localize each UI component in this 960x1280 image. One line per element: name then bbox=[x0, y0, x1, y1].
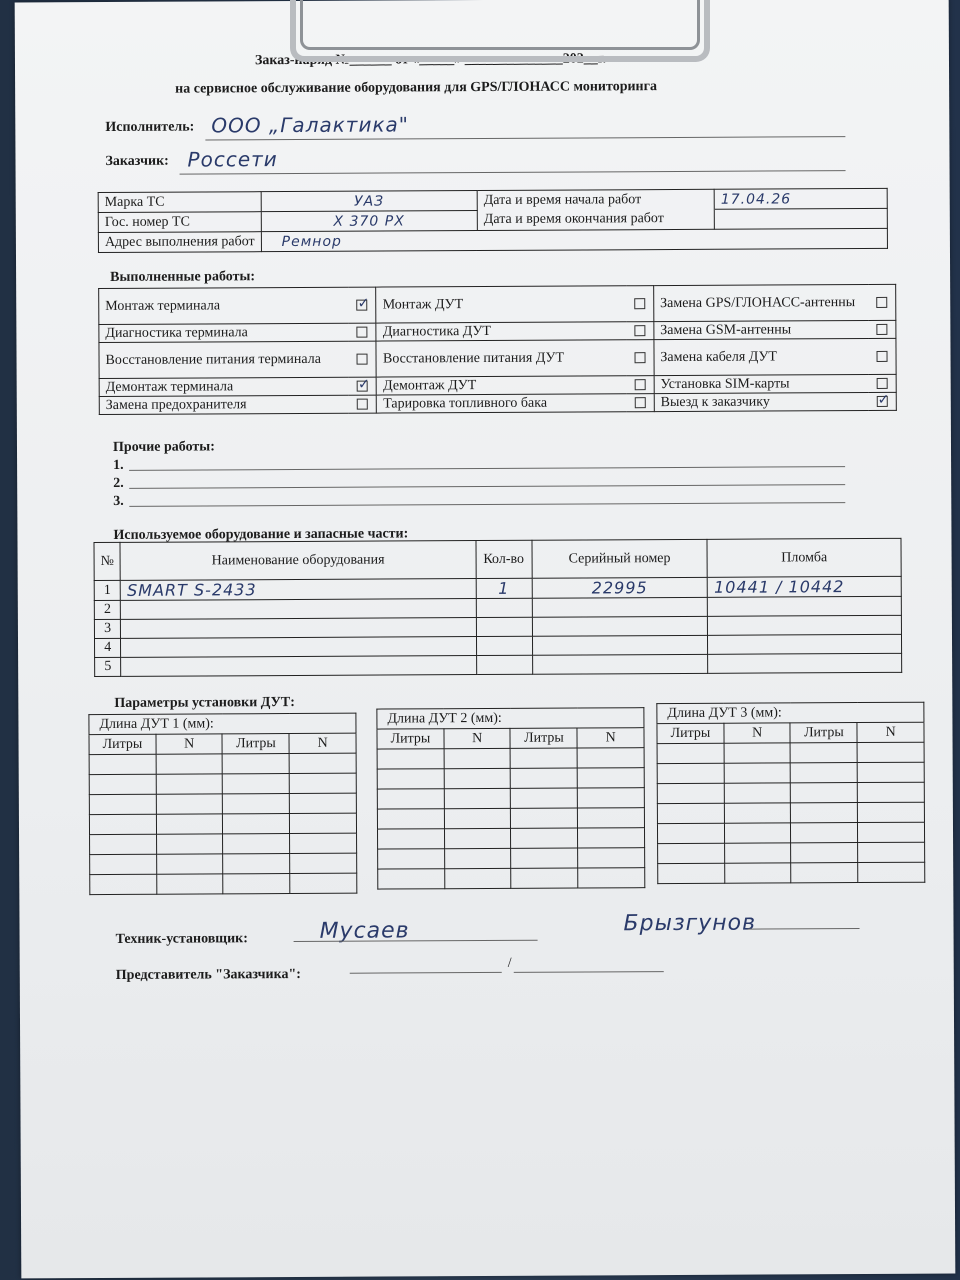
rep-line-1[interactable] bbox=[350, 972, 502, 974]
dut-cell[interactable] bbox=[858, 862, 925, 882]
other-line-1[interactable] bbox=[129, 466, 845, 471]
dut-cell[interactable] bbox=[858, 822, 925, 842]
equipment-cell-seal[interactable] bbox=[708, 634, 902, 654]
dut-cell[interactable] bbox=[377, 829, 444, 849]
work-checkbox[interactable] bbox=[877, 396, 888, 407]
dut-cell[interactable] bbox=[511, 748, 578, 768]
brand-value[interactable]: УАЗ bbox=[261, 191, 477, 212]
equipment-cell-qty[interactable] bbox=[476, 617, 532, 636]
dut-cell[interactable] bbox=[290, 793, 357, 813]
dut-cell[interactable] bbox=[156, 754, 223, 774]
equipment-cell-no: 3 bbox=[94, 619, 120, 638]
dut-cell[interactable] bbox=[724, 823, 791, 843]
equipment-cell-seal[interactable]: 10441 / 10442 bbox=[708, 576, 902, 597]
work-checkbox[interactable] bbox=[634, 298, 645, 309]
dut-cell[interactable] bbox=[791, 843, 858, 863]
work-checkbox[interactable] bbox=[634, 325, 645, 336]
executor-value[interactable]: ООО „Галактика" bbox=[211, 112, 410, 138]
dut-cell[interactable] bbox=[223, 874, 290, 894]
brand-label: Марка ТС bbox=[98, 192, 261, 213]
work-checkbox[interactable] bbox=[876, 351, 887, 362]
equipment-cell-qty[interactable] bbox=[476, 655, 532, 674]
dut-cell[interactable] bbox=[577, 748, 644, 768]
equipment-cell-no: 4 bbox=[94, 638, 120, 657]
rep-label: Представитель "Заказчика": bbox=[115, 966, 301, 983]
dut-cell[interactable] bbox=[89, 754, 156, 774]
dut-cell[interactable] bbox=[511, 808, 578, 828]
work-checkbox[interactable] bbox=[357, 398, 368, 409]
dut-cell[interactable] bbox=[858, 782, 925, 802]
other-line-2[interactable] bbox=[129, 484, 845, 489]
customer-value[interactable]: Россети bbox=[187, 147, 278, 172]
executor-label: Исполнитель: bbox=[105, 119, 195, 135]
dut-length-label: Длина ДУТ 2 (мм): bbox=[377, 708, 644, 729]
dut-col-n: N bbox=[577, 728, 644, 748]
work-checkbox[interactable] bbox=[357, 326, 368, 337]
dut-cell[interactable] bbox=[858, 842, 925, 862]
dut-cell[interactable] bbox=[290, 773, 357, 793]
dut-cell[interactable] bbox=[223, 814, 290, 834]
plate-label: Гос. номер ТС bbox=[98, 212, 261, 233]
dut-cell[interactable] bbox=[791, 783, 858, 803]
dut-cell[interactable] bbox=[377, 809, 444, 829]
order-subtitle: на сервисное обслуживание оборудования для GPS/ГЛОНАСС мониторинга bbox=[175, 79, 657, 97]
dut-cell[interactable] bbox=[156, 854, 223, 874]
dut-cell[interactable] bbox=[578, 808, 645, 828]
dut-col-n: N bbox=[444, 728, 511, 748]
work-label: Демонтаж терминала bbox=[99, 377, 349, 396]
work-checkbox[interactable] bbox=[876, 297, 887, 308]
work-label: Демонтаж ДУТ bbox=[377, 376, 627, 395]
work-checkbox[interactable] bbox=[635, 397, 646, 408]
work-checkbox[interactable] bbox=[357, 380, 368, 391]
other-line-3[interactable] bbox=[129, 502, 845, 507]
table-row bbox=[95, 653, 902, 676]
dut-cell[interactable] bbox=[157, 874, 224, 894]
start-value[interactable]: 17.04.26 bbox=[714, 188, 887, 209]
dut-col-n: N bbox=[724, 723, 791, 743]
dut-cell[interactable] bbox=[377, 789, 444, 809]
work-checkbox[interactable] bbox=[357, 353, 368, 364]
equipment-cell-serial[interactable]: 22995 bbox=[532, 577, 708, 598]
dut-table-1 bbox=[88, 713, 357, 895]
equipment-cell-serial[interactable] bbox=[532, 597, 708, 617]
rep-line-2[interactable] bbox=[514, 971, 664, 973]
dut-col-liters: Литры bbox=[657, 723, 724, 743]
dut-cell[interactable] bbox=[511, 828, 578, 848]
dut-cell[interactable] bbox=[724, 803, 791, 823]
dut-cell[interactable] bbox=[444, 748, 511, 768]
dut-cell[interactable] bbox=[223, 794, 290, 814]
end-value[interactable] bbox=[714, 208, 887, 229]
equipment-cell-seal[interactable] bbox=[708, 615, 902, 635]
dut-cell[interactable] bbox=[858, 802, 925, 822]
dut-table-3 bbox=[656, 702, 925, 884]
dut-cell[interactable] bbox=[90, 874, 157, 894]
dut-cell[interactable] bbox=[511, 868, 578, 888]
dut-cell[interactable] bbox=[445, 868, 512, 888]
equipment-cell-qty[interactable]: 1 bbox=[476, 578, 532, 598]
dut-cell[interactable] bbox=[290, 873, 357, 893]
works-title: Выполненные работы: bbox=[110, 269, 256, 285]
dut-cell[interactable] bbox=[223, 854, 290, 874]
dut-cell[interactable] bbox=[578, 848, 645, 868]
dut-cell[interactable] bbox=[657, 743, 724, 763]
equipment-cell-qty[interactable] bbox=[476, 598, 532, 617]
dut-cell[interactable] bbox=[378, 869, 445, 889]
dut-cell[interactable] bbox=[444, 788, 511, 808]
work-label: Замена GPS/ГЛОНАСС-антенны bbox=[654, 284, 869, 321]
dut-cell[interactable] bbox=[578, 788, 645, 808]
col-serial: Серийный номер bbox=[532, 539, 708, 578]
tech-label: Техник-установщик: bbox=[115, 931, 248, 947]
dut-cell[interactable] bbox=[657, 763, 724, 783]
equipment-table bbox=[93, 538, 902, 677]
dut-cell[interactable] bbox=[290, 813, 357, 833]
work-label: Монтаж ДУТ bbox=[376, 286, 626, 323]
end-label: Дата и время окончания работ bbox=[477, 209, 714, 230]
dut-cell[interactable] bbox=[791, 823, 858, 843]
equipment-cell-seal[interactable] bbox=[708, 596, 902, 616]
dut-cell[interactable] bbox=[657, 803, 724, 823]
col-name: Наименование оборудования bbox=[120, 541, 475, 581]
dut-length-label: Длина ДУТ 3 (мм): bbox=[657, 702, 924, 723]
tech-line-2[interactable] bbox=[748, 928, 860, 930]
dut-cell[interactable] bbox=[89, 774, 156, 794]
address-label: Адрес выполнения работ bbox=[98, 232, 261, 253]
dut-cell[interactable] bbox=[290, 853, 357, 873]
dut-cell[interactable] bbox=[578, 828, 645, 848]
tech-signature-1: Мусаев bbox=[319, 918, 410, 944]
clipboard-clip-inner bbox=[300, 0, 700, 50]
dut-cell[interactable] bbox=[444, 768, 511, 788]
work-order-paper: Заказ-наряд №______ от «_____» ______________202__г. на сервисное обслуживание оборудования для GPS/ГЛОНАСС мониторинга Исполнитель: ООО „Галактика" Заказчик: Россети Марка ТС УАЗ Дата и время начала работ 17.04.26 Гос. номер ТС Х 370 РХ Дата и время окончания работ Адрес выполнения работ Ремнор Выполненные работы: Монтаж терминала ✓ Монтаж ДУТ Замена GPS/ГЛОНАСС-антенны Диагностика терминала Диагностика ДУТ Замена GSM-антенны Восстановление питания терминала Восстановление питания ДУТ Замена кабеля ДУТ Демонтаж терминала ✓ Демонтаж ДУТ Установка SIM-карты Замена предохранителя Тарировка топливного бака Выезд к заказчику ✓ Прочие работы: 1. 2. 3. Используемое оборудование и запасные части: № Наименование оборудования Кол-во Серийный номер Пломба 1 SMART S-2433 1 22995 10441 / 10442 2 3 4 5 Параметры установки ДУТ: Техник-установщик: Мусаев Брызгунов Представитель "Заказчика": / Длина ДУТ 1 (мм): Литры N Литры N Длина ДУТ 2 (мм): Литры N Литры N Длина ДУТ 3 (мм): Литры N Литры N bbox=[15, 0, 956, 1278]
work-checkbox[interactable] bbox=[877, 378, 888, 389]
other-n1: 1. bbox=[113, 457, 124, 473]
work-label: Восстановление питания ДУТ bbox=[376, 340, 626, 377]
dut-cell[interactable] bbox=[724, 763, 791, 783]
equipment-cell-name[interactable]: SMART S-2433 bbox=[121, 579, 476, 601]
col-qty: Кол-во bbox=[476, 540, 532, 578]
equipment-cell-qty[interactable] bbox=[476, 636, 532, 655]
dut-cell[interactable] bbox=[857, 742, 924, 762]
dut-cell[interactable] bbox=[444, 828, 511, 848]
work-label: Диагностика ДУТ bbox=[376, 322, 626, 341]
dut-cell[interactable] bbox=[791, 803, 858, 823]
dut-cell[interactable] bbox=[658, 863, 725, 883]
start-label: Дата и время начала работ bbox=[477, 189, 714, 210]
equipment-cell-name[interactable] bbox=[121, 656, 476, 677]
dut-cell[interactable] bbox=[223, 754, 290, 774]
tech-line-1[interactable] bbox=[294, 940, 538, 942]
tech-signature-2: Брызгунов bbox=[623, 910, 757, 937]
equipment-cell-name[interactable] bbox=[121, 618, 476, 639]
plate-value[interactable]: Х 370 РХ bbox=[261, 211, 477, 232]
equipment-cell-serial[interactable] bbox=[532, 654, 708, 674]
dut-cell[interactable] bbox=[289, 753, 356, 773]
work-label: Тарировка топливного бака bbox=[377, 394, 627, 413]
dut-cell[interactable] bbox=[156, 814, 223, 834]
dut-cell[interactable] bbox=[577, 768, 644, 788]
work-label: Монтаж терминала bbox=[99, 287, 349, 324]
dut-length-label: Длина ДУТ 1 (мм): bbox=[89, 713, 356, 734]
dut-cell[interactable] bbox=[89, 794, 156, 814]
dut-col-liters: Литры bbox=[377, 729, 444, 749]
order-title: Заказ-наряд №______ от «_____» ______________202__г. bbox=[254, 51, 607, 69]
dut-cell[interactable] bbox=[444, 808, 511, 828]
dut-cell[interactable] bbox=[444, 848, 511, 868]
dut-cell[interactable] bbox=[90, 834, 157, 854]
works-table bbox=[98, 284, 897, 415]
dut-cell[interactable] bbox=[791, 863, 858, 883]
dut-col-liters: Литры bbox=[222, 734, 289, 754]
dut-cell[interactable] bbox=[657, 823, 724, 843]
equipment-cell-name[interactable] bbox=[121, 599, 476, 620]
dut-cell[interactable] bbox=[378, 849, 445, 869]
dut-cell[interactable] bbox=[511, 768, 578, 788]
work-checkbox[interactable] bbox=[634, 352, 645, 363]
dut-col-n: N bbox=[857, 722, 924, 742]
dut-cell[interactable] bbox=[724, 743, 791, 763]
dut-cell[interactable] bbox=[90, 854, 157, 874]
equipment-cell-serial[interactable] bbox=[532, 635, 708, 655]
dut-col-liters: Литры bbox=[790, 723, 857, 743]
dut-cell[interactable] bbox=[377, 749, 444, 769]
col-seal: Пломба bbox=[707, 538, 901, 577]
equipment-title: Используемое оборудование и запасные части: bbox=[113, 526, 409, 543]
dut-cell[interactable] bbox=[156, 774, 223, 794]
address-value[interactable]: Ремнор bbox=[261, 228, 887, 251]
dut-cell[interactable] bbox=[724, 783, 791, 803]
work-label: Выезд к заказчику bbox=[654, 392, 869, 411]
work-label: Замена предохранителя bbox=[99, 395, 349, 414]
dut-cell[interactable] bbox=[791, 763, 858, 783]
dut-cell[interactable] bbox=[658, 843, 725, 863]
dut-cell[interactable] bbox=[89, 814, 156, 834]
dut-cell[interactable] bbox=[724, 843, 791, 863]
dut-table-2 bbox=[376, 707, 645, 889]
dut-col-liters: Литры bbox=[89, 734, 156, 754]
dut-cell[interactable] bbox=[725, 863, 792, 883]
dut-cell[interactable] bbox=[223, 774, 290, 794]
equipment-cell-serial[interactable] bbox=[532, 616, 708, 636]
other-n3: 3. bbox=[113, 493, 124, 509]
dut-cell[interactable] bbox=[511, 848, 578, 868]
equipment-cell-name[interactable] bbox=[121, 637, 476, 658]
dut-cell[interactable] bbox=[511, 788, 578, 808]
other-n2: 2. bbox=[113, 475, 124, 491]
dut-col-liters: Литры bbox=[510, 728, 577, 748]
work-label: Установка SIM-карты bbox=[654, 374, 869, 393]
col-no: № bbox=[94, 542, 121, 580]
dut-cell[interactable] bbox=[156, 794, 223, 814]
dut-cell[interactable] bbox=[290, 833, 357, 853]
dut-col-n: N bbox=[156, 734, 223, 754]
other-title: Прочие работы: bbox=[112, 439, 215, 455]
work-checkbox[interactable] bbox=[876, 324, 887, 335]
work-checkbox[interactable] bbox=[634, 379, 645, 390]
dut-cell[interactable] bbox=[657, 783, 724, 803]
work-label: Замена GSM-антенны bbox=[654, 320, 869, 339]
dut-cell[interactable] bbox=[857, 762, 924, 782]
dut-cell[interactable] bbox=[223, 834, 290, 854]
equipment-cell-no: 5 bbox=[95, 657, 121, 676]
equipment-cell-no: 2 bbox=[94, 600, 120, 619]
work-label: Диагностика терминала bbox=[99, 323, 349, 342]
equipment-cell-no: 1 bbox=[94, 580, 120, 600]
customer-label: Заказчик: bbox=[105, 153, 169, 169]
dut-cell[interactable] bbox=[791, 743, 858, 763]
dut-col-n: N bbox=[289, 733, 356, 753]
dut-cell[interactable] bbox=[578, 868, 645, 888]
dut-cell[interactable] bbox=[377, 769, 444, 789]
customer-line bbox=[180, 170, 846, 174]
dut-cell[interactable] bbox=[156, 834, 223, 854]
vehicle-table bbox=[98, 188, 888, 253]
dut-title: Параметры установки ДУТ: bbox=[114, 694, 295, 711]
equipment-cell-seal[interactable] bbox=[708, 653, 902, 673]
work-label: Замена кабеля ДУТ bbox=[654, 338, 869, 375]
work-checkbox[interactable] bbox=[357, 299, 368, 310]
work-label: Восстановление питания терминала bbox=[99, 341, 349, 378]
